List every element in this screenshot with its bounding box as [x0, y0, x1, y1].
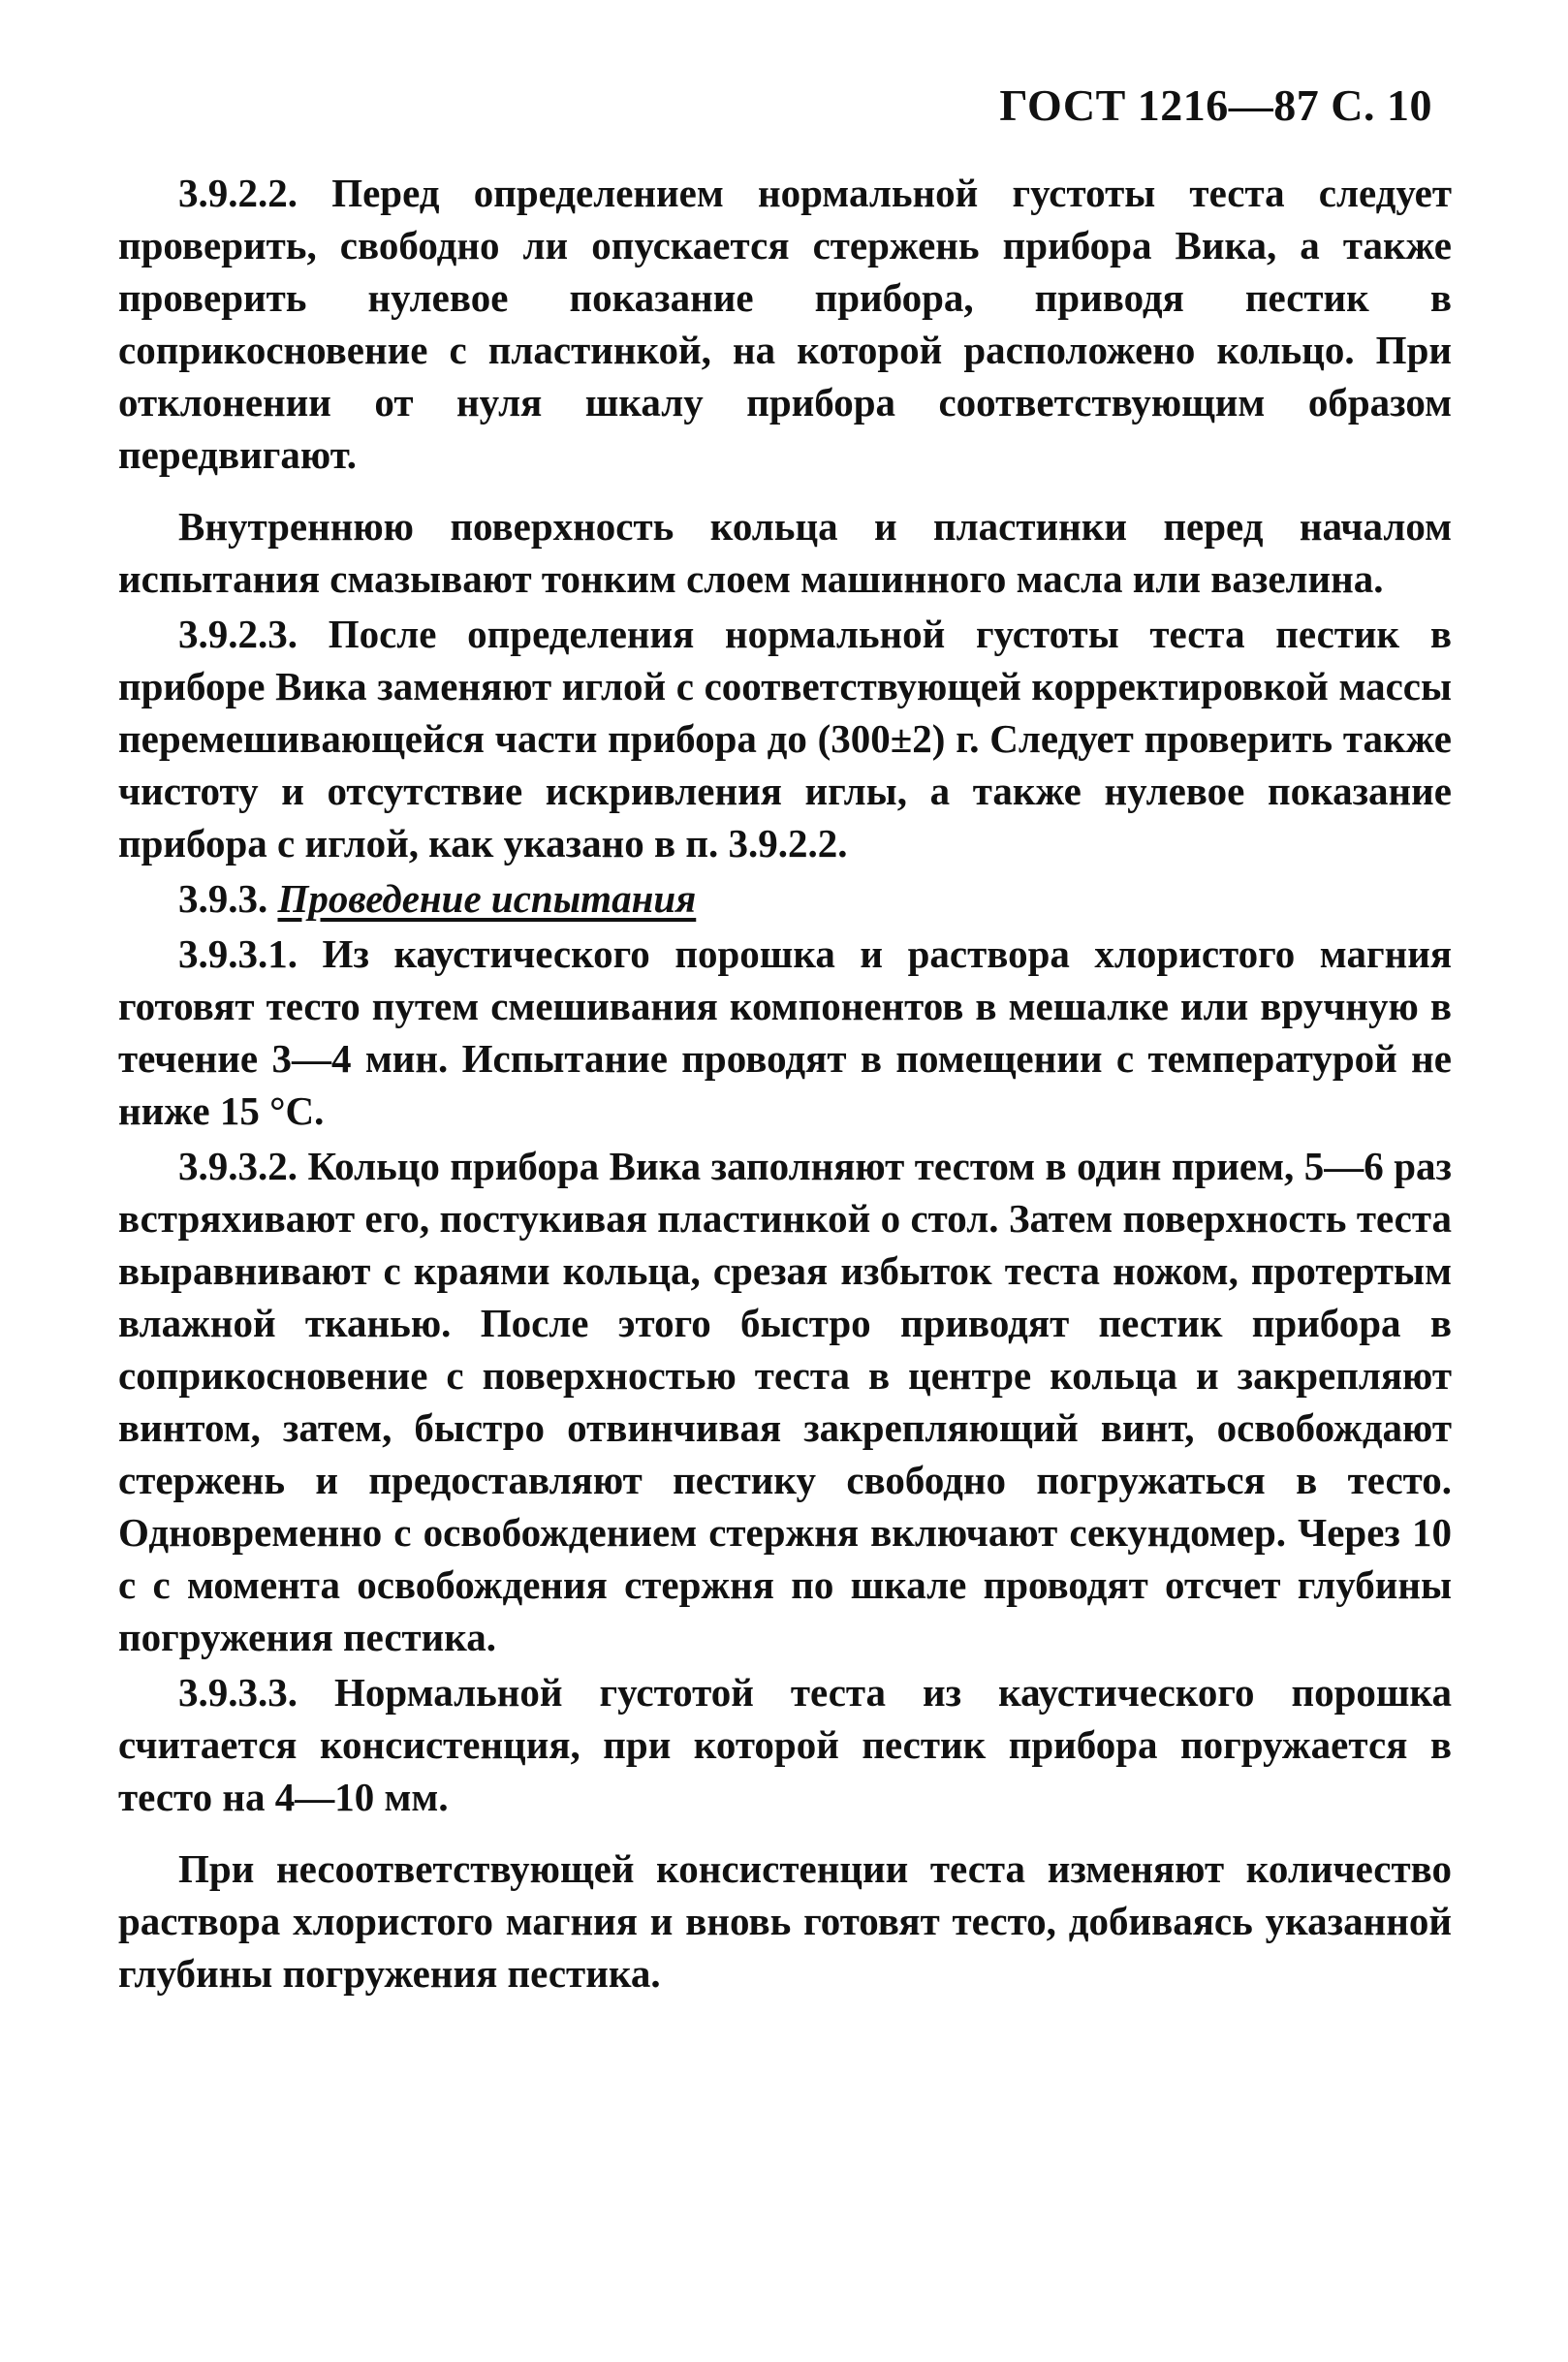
- page-header: ГОСТ 1216—87 С. 10: [999, 80, 1432, 130]
- document-body: [118, 167, 1452, 2002]
- paragraph-3-9-3-3: 3.9.3.3. Нормальной густотой теста из каустического порошка считается консистенция, при которой пестик прибора погружается в тесто на 4—10 мм.: [118, 1670, 1452, 1819]
- section-heading-3-9-3: [118, 872, 1452, 925]
- paragraph-3-9-2-2: 3.9.2.2. Перед определением нормальной густоты теста следует проверить, свободно ли опускается стержень прибора Вика, а также проверить нулевое показание прибора, приводя пестик в соприкосновение с пластинкой, на которой расположено кольцо. При отклонении от нуля шкалу прибора соответствующим образом передвигают.: [118, 171, 1452, 477]
- paragraph-adjustment: При несоответствующей консистенции теста изменяют количество раствора хлористого магния и вновь готовят тесто, добиваясь указанной глубины погружения пестика.: [118, 1846, 1452, 1996]
- paragraph-lubrication: Внутреннюю поверхность кольца и пластинки перед началом испытания смазывают тонким слоем машинного масла или вазелина.: [118, 504, 1452, 601]
- paragraph-3-9-3-2: 3.9.3.2. Кольцо прибора Вика заполняют тестом в один прием, 5—6 раз встряхивают его, постукивая пластинкой о стол. Затем поверхность теста выравнивают с краями кольца, срезая избыток теста ножом, протертым влажной тканью. После этого быстро приводят пестик прибора в соприкосновение с поверхностью теста в центре кольца и закрепляют винтом, затем, быстро отвинчивая закрепляющий винт, освобождают стержень и предоставляют пестику свободно погружаться в тесто. Одновременно с освобождением стержня включают секундомер. Через 10 с с момента освобождения стержня по шкале проводят отсчет глубины погружения пестика.: [118, 1144, 1452, 1659]
- section-number: 3.9.3.: [178, 876, 268, 921]
- paragraph-3-9-2-3: 3.9.2.3. После определения нормальной густоты теста пестик в приборе Вика заменяют иглой с соответствующей корректировкой массы перемешивающейся части прибора до (300±2) г. Следует проверить также чистоту и отсутствие искривления иглы, а также нулевое показание прибора с иглой, как указано в п. 3.9.2.2.: [118, 612, 1452, 866]
- section-title: Проведение испытания: [277, 876, 697, 921]
- paragraph-3-9-3-1: 3.9.3.1. Из каустического порошка и раствора хлористого магния готовят тесто путем смешивания компонентов в мешалке или вручную в течение 3—4 мин. Испытание проводят в помещении с температурой не ниже 15 °С.: [118, 931, 1452, 1133]
